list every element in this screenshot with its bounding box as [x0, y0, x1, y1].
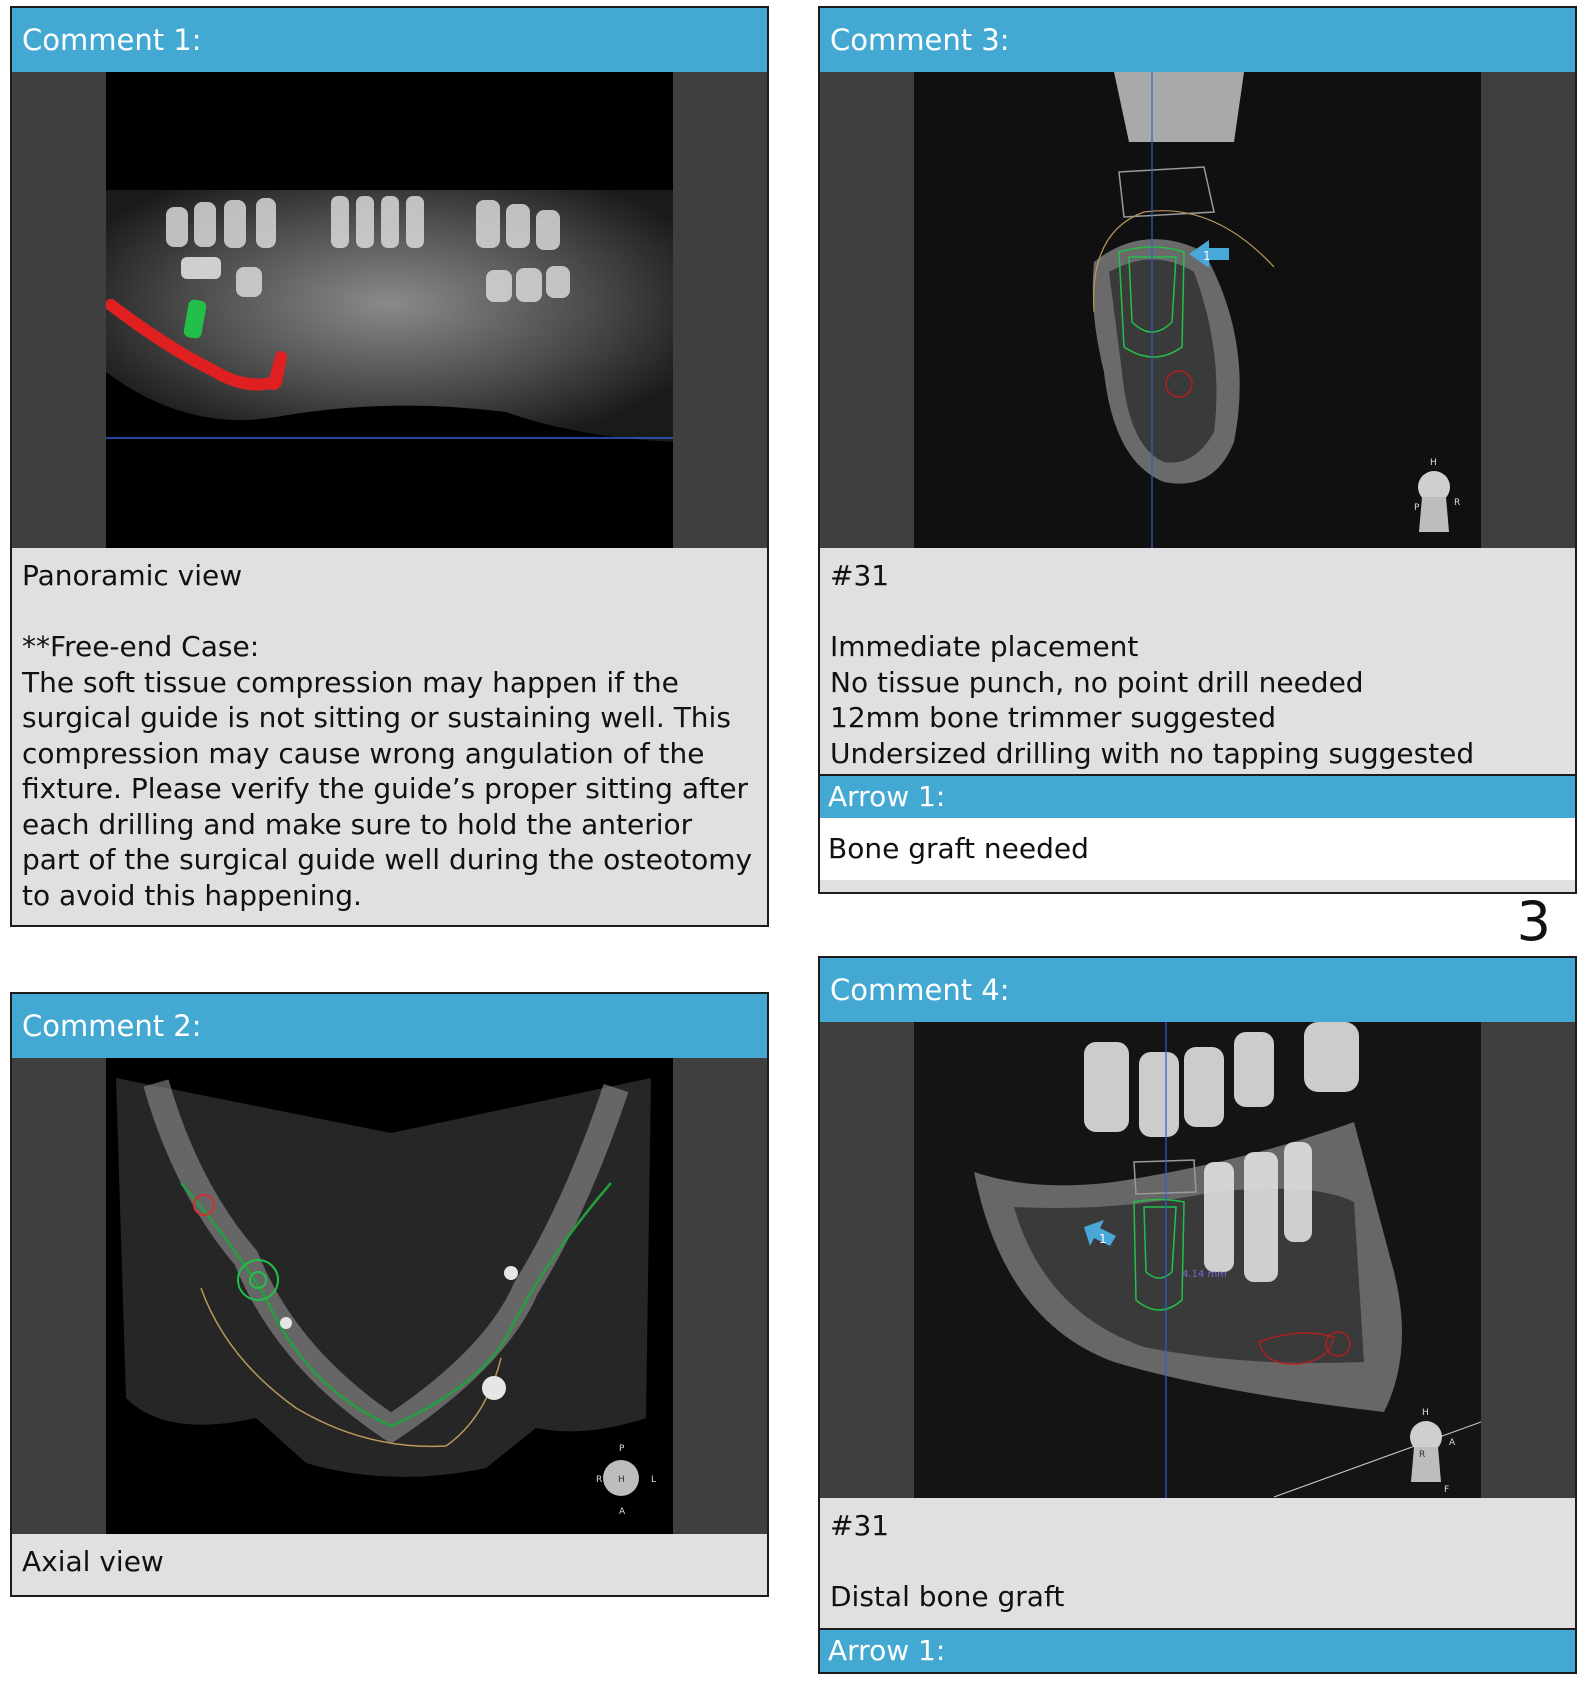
comment-2-title: Comment 2: [12, 994, 767, 1058]
comment-card-2 [10, 992, 769, 1597]
comment-card-3 [818, 6, 1577, 894]
oblique-label-a: A [1449, 1438, 1456, 1448]
axial-label-r: R [596, 1475, 603, 1485]
comment-1-title: Comment 1: [12, 8, 767, 72]
oblique-ct-image [914, 1022, 1481, 1498]
page-number: 3 [1516, 890, 1551, 953]
oblique-label-f: F [1444, 1485, 1450, 1495]
comment-4-arrow-title: Arrow 1: [820, 1628, 1575, 1672]
cross-section-ct-image [914, 72, 1481, 548]
axial-label-h: H [618, 1475, 625, 1485]
oblique-label-r: R [1419, 1450, 1426, 1460]
svg-text:1: 1 [1099, 1232, 1107, 1246]
axial-label-p: P [619, 1444, 625, 1454]
comment-3-text: #31 Immediate placement No tissue punch, no point drill needed 12mm bone trimmer suggested Undersized drilling with no tapping suggested [830, 559, 1475, 770]
axial-label-a: A [619, 1507, 626, 1517]
implant-measurement-label: 4.14 mm [1182, 1269, 1227, 1280]
comment-4-title: Comment 4: [820, 958, 1575, 1022]
axial-label-l: L [651, 1475, 657, 1485]
comment-4-text: #31 Distal bone graft [830, 1509, 1065, 1613]
oblique-image-panel [820, 1022, 1575, 1498]
oblique-label-h: H [1422, 1408, 1429, 1418]
svg-text:1: 1 [1203, 249, 1211, 263]
comment-card-4 [818, 956, 1577, 1674]
axial-image-panel [12, 1058, 767, 1534]
comment-3-arrow-text: Bone graft needed [820, 818, 1575, 880]
axial-orientation-head-icon [596, 1444, 656, 1517]
panoramic-xray-image [106, 72, 673, 548]
comment-1-text: Panoramic view **Free-end Case: The soft tissue compression may happen if the surgical guide is not sitting or sustaining well. This compression may cause wrong angulation of the fixture. Please verify the guide’s proper sitting after each drilling and make sure to hold the anterior part of the surgical guide well during the osteotomy to avoid this happening. [22, 559, 753, 912]
comment-card-1 [10, 6, 769, 927]
comment-3-title: Comment 3: [820, 8, 1575, 72]
comment-2-text: Axial view [22, 1545, 164, 1578]
sagittal-image-panel [820, 72, 1575, 548]
sagittal-label-r: R [1454, 498, 1461, 508]
sagittal-label-p: P [1414, 503, 1420, 513]
sagittal-label-h: H [1430, 458, 1437, 468]
panoramic-image-panel [12, 72, 767, 548]
axial-ct-image [106, 1058, 673, 1534]
comment-3-arrow-title: Arrow 1: [820, 774, 1575, 818]
